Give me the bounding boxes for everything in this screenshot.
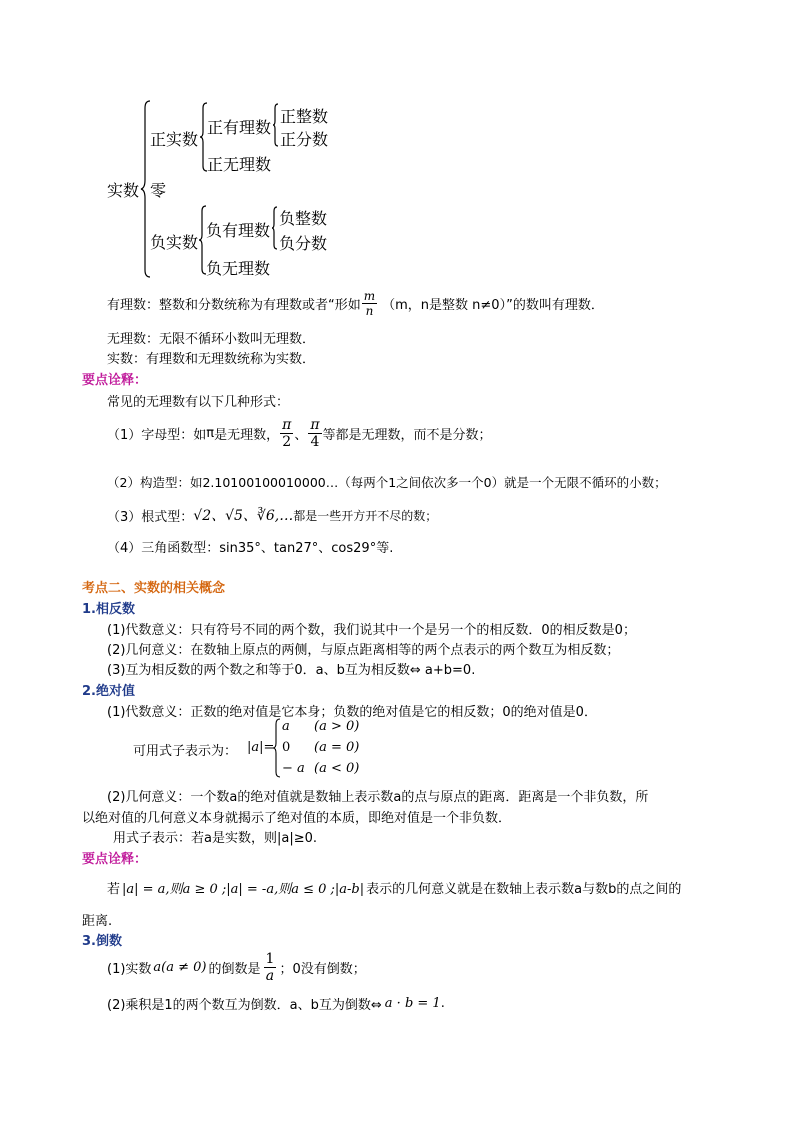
s3-l2-math: a · b = 1 [384, 996, 441, 1011]
case3-val: − a [282, 761, 305, 776]
note1-intro: 常见的无理数有以下几种形式： [107, 395, 290, 410]
def-real: 实数：有理数和无理数统称为实数． [107, 352, 316, 367]
item3-pre: （3）根式型： [107, 509, 194, 525]
s1-line2: (2)几何意义：在数轴上原点的两侧，与原点距离相等的两个点表示的两个数互为相反数； [107, 643, 620, 658]
s3-l1-math: a(a ≠ 0) [153, 960, 207, 975]
item1-post: 等都是无理数，而不是分数； [322, 428, 492, 443]
tree-neg-frac: 负分数 [279, 234, 328, 253]
reciprocal-num: 1 [265, 951, 275, 967]
item1-pre: （1）字母型：如 [107, 428, 207, 443]
frac-num: m [363, 289, 376, 303]
def-irrational: 无理数：无限不循环小数叫无理数． [107, 332, 316, 347]
frac-den: n [365, 304, 374, 318]
pi-over-2-den: 2 [282, 434, 292, 450]
s2-line2a: (2)几何意义：一个数a的绝对值就是数轴上表示数a的点与原点的距离．距离是一个非负数，所 [107, 790, 649, 805]
s2-line1: (1)代数意义：正数的绝对值是它本身；负数的绝对值是它的相反数；0的绝对值是0． [107, 705, 597, 720]
s3-line1 [107, 952, 366, 983]
def-rational-post: （m，n是整数 n≠0）”的数叫有理数． [382, 298, 604, 313]
def-rational-pre: 有理数：整数和分数统称为有理数或者“形如 [107, 298, 361, 313]
reciprocal-fraction [264, 952, 277, 983]
note2-heading: 要点诠释： [82, 852, 148, 867]
pi-over-2 [280, 418, 293, 449]
pi-over-4-den: 4 [310, 434, 320, 450]
s2-abs-lhs: |a|= [247, 740, 275, 755]
case2-cond: (a = 0) [314, 740, 360, 755]
case1-val: a [282, 719, 290, 734]
note1-heading: 要点诠释： [82, 373, 148, 388]
m-over-n-fraction [362, 290, 377, 317]
s3-l2-post: . [440, 996, 445, 1011]
s3-l2-pre: (2)乘积是1的两个数互为倒数．a、b互为倒数⇔ [107, 998, 382, 1013]
s3-l1-post: ；0没有倒数； [279, 962, 366, 977]
item1-sep: 、 [294, 428, 308, 443]
item3-post: 都是一些开方开不尽的数； [293, 508, 438, 523]
neg-rational-brace [271, 206, 279, 250]
case3-cond: (a < 0) [314, 761, 360, 776]
note1-item2: （2）构造型：如2.10100100010000…（每两个1之间依次多一个0）就是一个无限不循环的小数； [107, 475, 667, 490]
pos-rational-brace [272, 103, 280, 147]
tree-neg-int: 负整数 [279, 209, 328, 228]
s2-line2b: 以绝对值的几何意义本身就揭示了绝对值的本质，即绝对值是一个非负数． [82, 811, 512, 826]
tree-pos-irrational: 正无理数 [207, 155, 272, 174]
case2-val: 0 [282, 740, 291, 755]
tree-root: 实数 [107, 181, 140, 200]
note1-item3 [107, 505, 437, 525]
s3-l1-mid: 的倒数是 [208, 962, 261, 977]
s3-title: 3.倒数 [82, 934, 122, 949]
note2-line [107, 878, 681, 897]
s3-l1-pre: (1)实数 [107, 962, 152, 977]
def-rational [107, 290, 604, 317]
s2-formula-pre: 可用式子表示为： [133, 744, 238, 759]
abs-cases-brace [272, 718, 282, 778]
section2-title: 考点二、实数的相关概念 [82, 581, 226, 596]
s2-title: 2.绝对值 [82, 684, 135, 699]
tree-neg-rational: 负有理数 [206, 221, 271, 240]
note2-math: |a| = a,则a ≥ 0 ;|a| = -a,则a ≤ 0 ;|a-b| [122, 882, 365, 897]
tree-pos-real: 正实数 [150, 130, 199, 149]
item1-mid: 是无理数， [214, 428, 280, 443]
tree-pos-int: 正整数 [280, 107, 329, 126]
reciprocal-den: a [265, 968, 275, 984]
s1-title: 1.相反数 [82, 602, 135, 617]
pi-over-4-num: π [310, 417, 320, 433]
s3-line2 [107, 994, 445, 1013]
s1-line1: (1)代数意义：只有符号不同的两个数，我们说其中一个是另一个的相反数．0的相反数是0； [107, 623, 636, 638]
note2-cont: 距离. [82, 914, 113, 929]
s2-line3: 用式子表示：若a是实数，则|a|≥0. [113, 831, 317, 846]
note2-pre: 若 [107, 882, 121, 897]
note1-item4: （4）三角函数型：sin35°、tan27°、cos29°等. [107, 541, 394, 556]
s1-line3: (3)互为相反数的两个数之和等于0．a、b互为相反数⇔ a+b=0. [107, 663, 476, 678]
tree-neg-real: 负实数 [150, 233, 199, 252]
tree-zero: 零 [150, 181, 167, 200]
pi-over-4 [308, 418, 321, 449]
item3-math: √2、√5、∛6,… [193, 508, 294, 524]
note1-item1 [107, 418, 492, 449]
note2-post: 表示的几何意义就是在数轴上表示数a与数b的点之间的 [366, 882, 682, 897]
tree-pos-frac: 正分数 [280, 130, 329, 149]
tree-neg-irrational: 负无理数 [206, 259, 271, 278]
item1-pi: π [206, 426, 215, 441]
pi-over-2-num: π [282, 417, 292, 433]
case1-cond: (a > 0) [314, 719, 360, 734]
tree-pos-rational: 正有理数 [207, 118, 272, 137]
